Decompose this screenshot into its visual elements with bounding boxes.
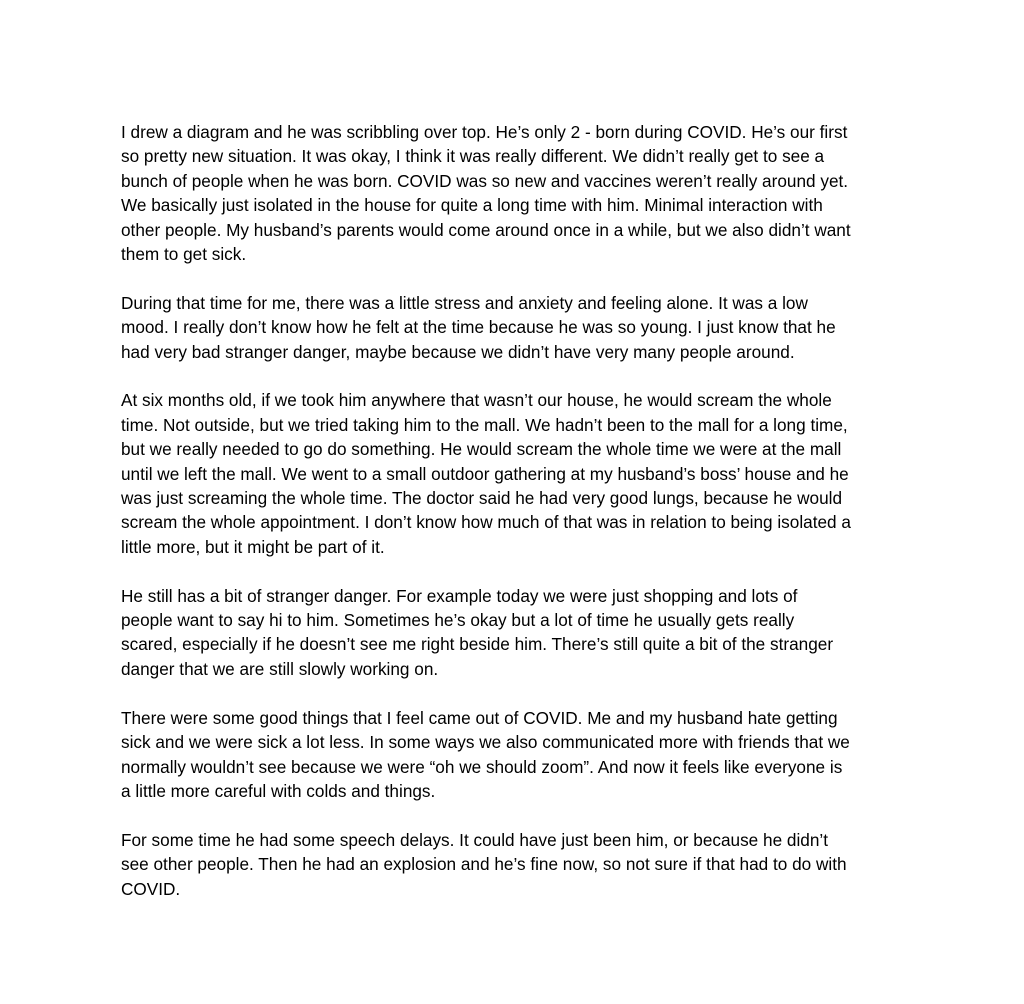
text-line: until we left the mall. We went to a small outdoor gathering at my husband’s boss’ house and he bbox=[121, 463, 849, 484]
text-line: was just screaming the whole time. The doctor said he had very good lungs, because he would bbox=[121, 488, 843, 509]
document-body bbox=[121, 120, 911, 901]
text-line: scream the whole appointment. I don’t know how much of that was in relation to being isolated a bbox=[121, 512, 851, 533]
text-line: COVID. bbox=[121, 878, 181, 899]
text-line: but we really needed to go do something. He would scream the whole time we were at the mall bbox=[121, 439, 842, 460]
text-line: normally wouldn’t see because we were “oh we should zoom”. And now it feels like everyone is bbox=[121, 756, 843, 777]
text-line: I drew a diagram and he was scribbling over top. He’s only 2 - born during COVID. He’s our first bbox=[121, 122, 848, 142]
text-line: At six months old, if we took him anywhere that wasn’t our house, he would scream the whole bbox=[121, 390, 832, 411]
text-line: During that time for me, there was a little stress and anxiety and feeling alone. It was a low bbox=[121, 292, 808, 313]
paragraph bbox=[121, 584, 911, 682]
text-line: people want to say hi to him. Sometimes he’s okay but a lot of time he usually gets really bbox=[121, 610, 795, 631]
text-line: them to get sick. bbox=[121, 244, 247, 265]
text-line: little more, but it might be part of it. bbox=[121, 536, 385, 557]
text-line: He still has a bit of stranger danger. For example today we were just shopping and lots of bbox=[121, 585, 798, 606]
text-line: scared, especially if he doesn’t see me right beside him. There’s still quite a bit of the stranger bbox=[121, 634, 834, 655]
text-line: a little more careful with colds and things. bbox=[121, 780, 436, 801]
text-line: other people. My husband’s parents would come around once in a while, but we also didn’t want bbox=[121, 219, 851, 240]
paragraph bbox=[121, 291, 911, 364]
text-line: time. Not outside, but we tried taking him to the mall. We hadn’t been to the mall for a long time, bbox=[121, 414, 848, 435]
text-line: mood. I really don’t know how he felt at the time because he was so young. I just know that he bbox=[121, 317, 836, 338]
paragraph bbox=[121, 120, 911, 266]
text-line: danger that we are still slowly working on. bbox=[121, 658, 439, 679]
text-line: sick and we were sick a lot less. In some ways we also communicated more with friends that we bbox=[121, 732, 850, 753]
text-line: We basically just isolated in the house for quite a long time with him. Minimal interaction with bbox=[121, 195, 823, 216]
paragraph bbox=[121, 706, 911, 804]
paragraph bbox=[121, 388, 911, 559]
text-line: bunch of people when he was born. COVID was so new and vaccines weren’t really around yet. bbox=[121, 170, 849, 191]
text-line: see other people. Then he had an explosion and he’s fine now, so not sure if that had to do with bbox=[121, 854, 847, 875]
text-line: so pretty new situation. It was okay, I think it was really different. We didn’t really get to see a bbox=[121, 146, 825, 167]
text-line: For some time he had some speech delays. It could have just been him, or because he didn’t bbox=[121, 829, 828, 850]
text-line: had very bad stranger danger, maybe because we didn’t have very many people around. bbox=[121, 341, 795, 362]
text-line: There were some good things that I feel came out of COVID. Me and my husband hate getting bbox=[121, 707, 838, 728]
paragraph bbox=[121, 828, 911, 901]
